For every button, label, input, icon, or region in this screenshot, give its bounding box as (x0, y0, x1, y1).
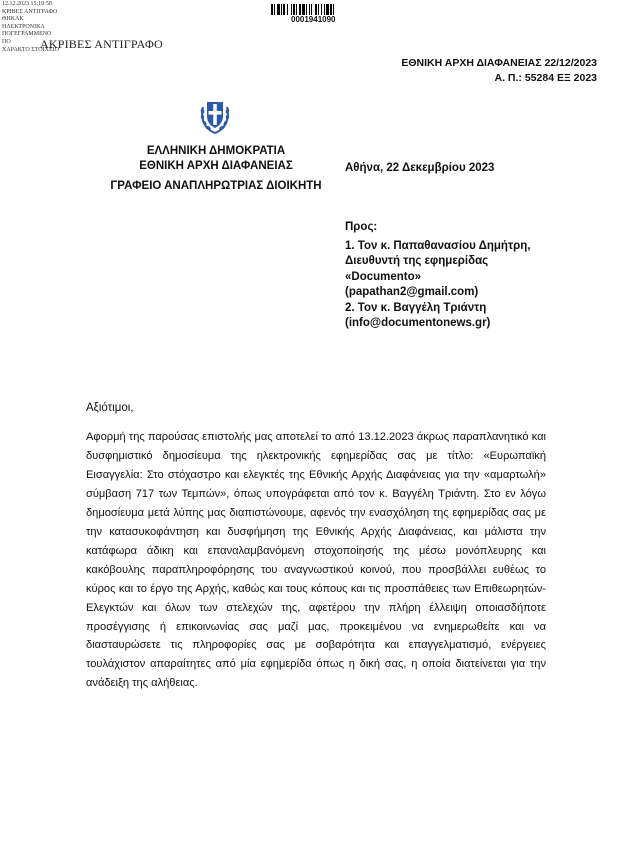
letter-date: Αθήνα, 22 Δεκεμβρίου 2023 (345, 162, 495, 174)
stamp-line: ΘΗΚΑΚ (2, 16, 24, 23)
barcode-number: 0001941090 (291, 15, 336, 24)
org-authority: ΕΘΝΙΚΗ ΑΡΧΗ ΔΙΑΦΑΝΕΙΑΣ (139, 160, 293, 172)
reference-block (401, 56, 597, 86)
reference-authority-date: ΕΘΝΙΚΗ ΑΡΧΗ ΔΙΑΦΑΝΕΙΑΣ 22/12/2023 (401, 57, 597, 69)
stamp-line: ΗΛΕΚΤΡΟΝΙΚΑ (2, 23, 45, 30)
stamp-line: ΠΟ (2, 38, 11, 45)
reference-protocol-number: Α. Π.: 55284 ΕΞ 2023 (494, 72, 597, 84)
exact-copy-stamp: ΑΚΡΙΒΕΣ ΑΝΤΙΓΡΑΦΟ (40, 37, 163, 51)
recipient-email: (info@documentonews.gr) (345, 317, 491, 329)
greek-coat-of-arms-icon (198, 97, 232, 135)
recipient-line: 1. Τον κ. Παπαθανασίου Δημήτρη, (345, 239, 531, 252)
recipient-line: Διευθυντή της εφημερίδας (345, 255, 489, 267)
recipient-line: «Documento» (345, 270, 422, 283)
recipient-email: (papathan2@gmail.com) (345, 286, 479, 298)
stamp-line: ΚΡΙΒΕΣ ΑΝΤΙΓΡΑΦΟ (2, 8, 58, 15)
stamp-line: ΧΑΡΑΚΤΟ ΣΤΟΙΧΕΙΟ (2, 46, 59, 53)
recipients-block (345, 220, 530, 332)
stamp-line: ΠΟΓΕΓΡΑΜΜΕΝΟ (2, 31, 52, 38)
letter-greeting: Αξιότιμοι, (86, 402, 134, 414)
recipients-label: Προς: (345, 221, 378, 233)
barcode (271, 4, 361, 15)
issuing-organization (109, 144, 323, 194)
org-republic: ΕΛΛΗΝΙΚΗ ΔΗΜΟΚΡΑΤΙΑ (146, 145, 286, 157)
letter-body: Αφορμή της παρούσας επιστολής μας αποτελεί το από 13.12.2023 άκρως παραπλανητικό και δυσφημιστικό δημοσίευμα της ηλεκτρονικής εφημερίδας σας με τίτλο: «Ευρωπαϊκή Εισαγγελία: Στο στόχαστρο και ελεγκτές της Εθνικής Αρχής Διαφάνειας για την «αμαρτωλή» σύμβαση 717 των Τεμπών», όπως υπογράφεται από τον κ. Βαγγέλη Τριάντη. Στο εν λόγω δημοσίευμα μετά λύπης μας διαπιστώνουμε, αφενός την ενασχόληση της εφημερίδας σας με την κατασυκοφάντηση και δυσφήμηση της Εθνικής Αρχής Διαφάνειας, και μάλιστα την κατάφωρα άδικη και επαναλαμβανόμενη στοχοποίησής της μέσω μονόπλευρης και κακόβουλης παραπληροφόρησης του αναγνωστικού κοινού, που προσβάλλει ευθέως το κύρος και το έργο της Αρχής, καθώς και τους κόπους και τις προσπάθειες των Επιθεωρητών-Ελεγκτών και όλων των στελεχών της, αφετέρου την πλήρη έλλειψη οποιασδήποτε προσέγγισης ή επικοινωνίας σας μαζί μας, προκειμένου να ενημερωθείτε και να διασταυρώσετε τις πληροφορίες σας με σοβαρότητα και επαγγελματισμό, ενέργειες τουλάχιστον απαραίτητες από μία εφημερίδα όπως η δική σας, η οποία διατείνεται για την ανάδειξη της αλήθειας. (86, 431, 546, 690)
recipient-line: 2. Τον κ. Βαγγέλη Τριάντη (345, 301, 487, 314)
org-office: ΓΡΑΦΕΙΟ ΑΝΑΠΛΗΡΩΤΡΙΑΣ ΔΙΟΙΚΗΤΗ (110, 180, 322, 192)
stamp-line: 12.12.2023 15:19:58 (2, 1, 52, 7)
